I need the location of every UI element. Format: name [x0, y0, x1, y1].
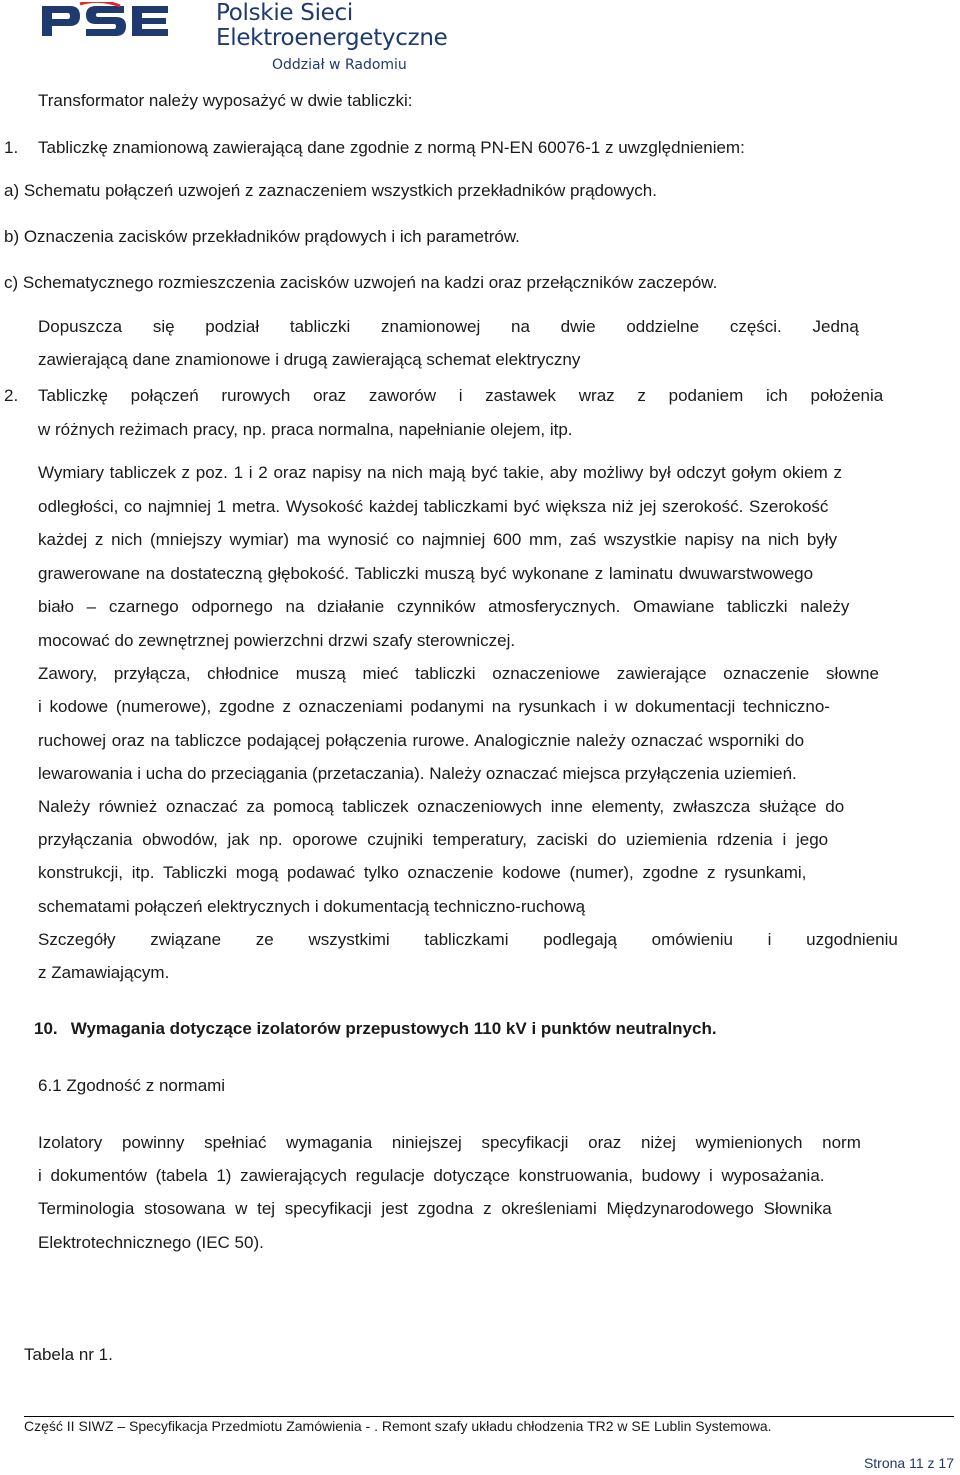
intro-text: Transformator należy wyposażyć w dwie tabliczki:	[38, 91, 413, 110]
table-caption: Tabela nr 1.	[24, 1345, 113, 1364]
subsection-title: 6.1 Zgodność z normami	[38, 1076, 226, 1095]
dopuszcza-text: Dopuszcza się podział tabliczki znamionowej na dwie oddzielne części. Jedną	[38, 317, 859, 336]
p5-line: i dokumentów (tabela 1) zawierających regulacje dotyczące konstruowania, budowy i wyposażania.	[38, 1166, 825, 1185]
logo-text-line2: Elektroenergetyczne	[216, 25, 448, 51]
pse-logo-mark	[40, 2, 170, 40]
page-total: 17	[938, 1455, 954, 1471]
item2-line2: w różnych reżimach pracy, np. praca normalna, napełnianie olejem, itp.	[38, 420, 573, 439]
p3-line: schematami połączeń elektrycznych i dokumentacją techniczno-ruchową	[38, 897, 586, 916]
page-label: Strona	[863, 1455, 906, 1471]
section-number: 10.	[34, 1019, 58, 1038]
section-heading	[34, 1019, 717, 1039]
item2-line1: Tabliczkę połączeń rurowych oraz zaworów i zastawek wraz z podaniem ich położenia	[38, 386, 884, 405]
p4-line: Szczegóły związane ze wszystkimi tabliczkami podlegają omówieniu i uzgodnieniu	[38, 930, 898, 949]
p1-line: biało – czarnego odpornego na działanie czynników atmosferycznych. Omawiane tabliczki należy	[38, 597, 850, 616]
item1-text: Tabliczkę znamionową zawierającą dane zgodnie z normą PN-EN 60076-1 z uwzględnieniem:	[38, 138, 745, 157]
company-logo	[40, 0, 448, 78]
section-title: Wymagania dotyczące izolatorów przepustowych 110 kV i punktów neutralnych.	[70, 1019, 717, 1038]
item1-number: 1.	[4, 138, 19, 157]
p5-line: Izolatory powinny spełniać wymagania niniejszej specyfikacji oraz niżej wymienionych norm	[38, 1133, 861, 1152]
p1-line: każdej z nich (mniejszy wymiar) ma wynosić co najmniej 600 mm, zaś wszystkie napisy na nich były	[38, 530, 838, 549]
p5-line: Elektrotechnicznego (IEC 50).	[38, 1233, 264, 1252]
p2-line: ruchowej oraz na tabliczce podającej połączenia rurowe. Analogicznie należy oznaczać wsporniki do	[38, 731, 805, 750]
list-item-a: a) Schematu połączeń uzwojeń z zaznaczeniem wszystkich przekładników prądowych.	[4, 181, 657, 200]
p2-line: lewarowania i ucha do przeciągania (przetaczania). Należy oznaczać miejsca przyłączenia uziemień.	[38, 764, 797, 783]
page-number	[864, 1455, 954, 1471]
dopuszcza-line1	[38, 317, 954, 337]
page-current: 11	[909, 1455, 924, 1471]
p1-line: mocować do zewnętrznej powierzchni drzwi szafy sterowniczej.	[38, 631, 516, 650]
footer-text: Część II SIWZ – Specyfikacja Przedmiotu Zamówienia - . Remont szafy układu chłodzenia TR2 w SE Lublin Systemowa.	[24, 1418, 772, 1434]
dopuszcza-line2: zawierającą dane znamionowe i drugą zawierającą schemat elektryczny	[38, 350, 581, 369]
p3-line: konstrukcji, itp. Tabliczki mogą podawać tylko oznaczenie kodowe (numer), zgodne z rysunkami,	[38, 863, 807, 882]
item2-number: 2.	[4, 386, 19, 405]
p3-line: Należy również oznaczać za pomocą tabliczek oznaczeniowych inne elementy, zwłaszcza służące do	[38, 797, 845, 816]
list-item-b: b) Oznaczenia zacisków przekładników prądowych i ich parametrów.	[4, 227, 520, 246]
logo-text-branch: Oddział w Radomiu	[272, 57, 407, 73]
p3-line: przyłączania obwodów, jak np. oporowe czujniki temperatury, zaciski do uziemienia rdzenia i jego	[38, 830, 829, 849]
p5-line: Terminologia stosowana w tej specyfikacji jest zgodna z określeniami Międzynarodowego Słownika	[38, 1199, 832, 1218]
page-of: z	[927, 1455, 935, 1471]
footer-divider	[24, 1416, 954, 1417]
p2-line: Zawory, przyłącza, chłodnice muszą mieć tabliczki oznaczeniowe zawierające oznaczenie słowne	[38, 664, 879, 683]
p2-line: i kodowe (numerowe), zgodne z oznaczeniami podanymi na rysunkach i w dokumentacji techniczno-	[38, 697, 830, 716]
p1-line: grawerowane na dostateczną głębokość. Tabliczki muszą być wykonane z laminatu dwuwarstwowego	[38, 564, 814, 583]
p1-line: odległości, co najmniej 1 metra. Wysokość każdej tabliczkami być większa niż jej szerokość. Szerokość	[38, 497, 829, 516]
logo-text-line1: Polskie Sieci	[216, 0, 353, 26]
list-item-c: c) Schematycznego rozmieszczenia zacisków uzwojeń na kadzi oraz przełączników zaczepów.	[4, 273, 718, 292]
p4-line: z Zamawiającym.	[38, 963, 170, 982]
p1-line: Wymiary tabliczek z poz. 1 i 2 oraz napisy na nich mają być takie, aby możliwy był odczyt gołym okiem z	[38, 463, 843, 482]
